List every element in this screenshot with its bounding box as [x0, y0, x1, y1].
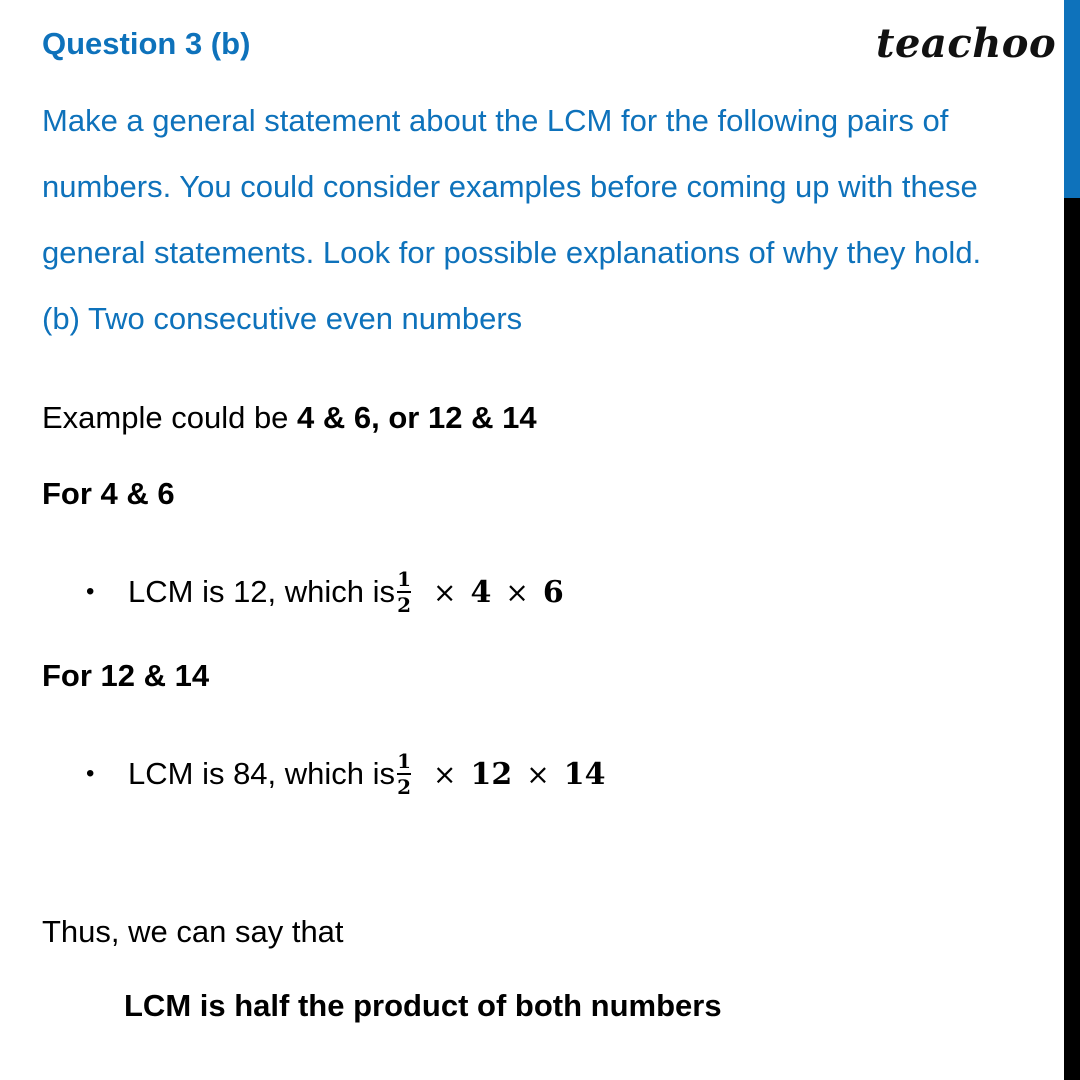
- conclusion-statement: LCM is half the product of both numbers: [124, 988, 722, 1023]
- example-prefix: Example could be: [42, 400, 298, 435]
- bullet-icon: •: [86, 760, 95, 787]
- case2-bullet: [86, 750, 605, 798]
- question-text: [42, 88, 1062, 352]
- times-sign: ×: [505, 575, 529, 609]
- times-sign: ×: [433, 757, 457, 791]
- side-accent-bar: [1064, 0, 1080, 198]
- example-line: [42, 400, 537, 436]
- fraction-numerator: 1: [397, 567, 411, 591]
- example-values: 4 & 6, or 12 & 14: [297, 400, 537, 435]
- case1-text: LCM is 12, which is: [128, 574, 396, 609]
- case1-number-a: 4: [470, 574, 492, 610]
- conclusion-lead: Thus, we can say that: [42, 914, 344, 949]
- case2-text: LCM is 84, which is: [128, 756, 396, 791]
- question-line: general statements. Look for possible explanations of why they hold.: [42, 235, 982, 270]
- times-sign: ×: [433, 575, 457, 609]
- fraction-denominator: 2: [397, 775, 411, 799]
- question-line: numbers. You could consider examples before coming up with these: [42, 169, 978, 204]
- case2-number-a: 12: [470, 756, 513, 792]
- teachoo-logo: teachoo: [876, 20, 1057, 67]
- side-dark-bar: [1064, 198, 1080, 1080]
- bullet-icon: •: [86, 578, 95, 605]
- case1-bullet: [86, 568, 564, 616]
- fraction-denominator: 2: [397, 593, 411, 617]
- fraction-numerator: 1: [397, 749, 411, 773]
- half-fraction: [397, 750, 411, 798]
- question-line: (b) Two consecutive even numbers: [42, 301, 523, 336]
- case2-number-b: 14: [563, 756, 606, 792]
- half-fraction: [397, 568, 411, 616]
- case1-number-b: 6: [542, 574, 564, 610]
- question-title: Question 3 (b): [42, 26, 251, 61]
- question-line: Make a general statement about the LCM for the following pairs of: [42, 103, 949, 138]
- case1-heading: For 4 & 6: [42, 476, 175, 511]
- times-sign: ×: [526, 757, 550, 791]
- case2-heading: For 12 & 14: [42, 658, 210, 693]
